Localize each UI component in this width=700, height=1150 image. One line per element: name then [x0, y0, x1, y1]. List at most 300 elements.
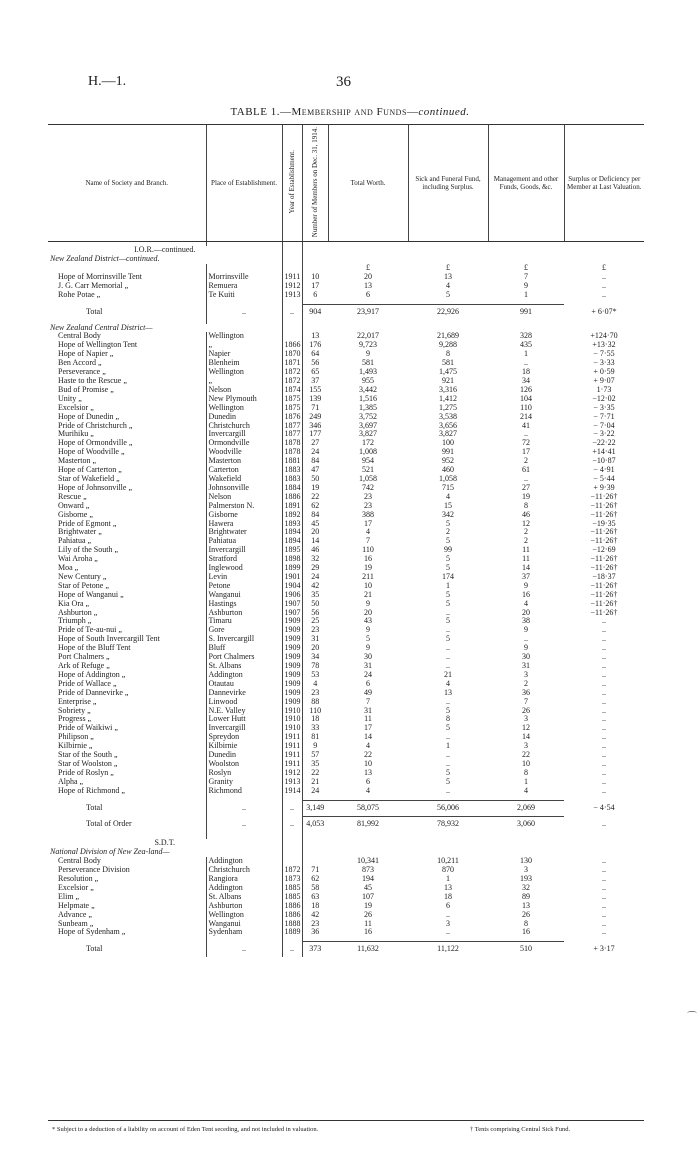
- cell-place: St. Albans: [206, 893, 282, 902]
- cell-year: 1913: [282, 778, 302, 787]
- cell-year: 1910: [282, 724, 302, 733]
- col-header-worth: Total Worth.: [328, 125, 408, 242]
- cell-surplus: ..: [602, 653, 606, 662]
- section-nz-central-district: [48, 324, 644, 333]
- table-row: [48, 493, 644, 502]
- cell-members: 6: [302, 291, 328, 300]
- cell-name: Brightwater „: [58, 528, 102, 537]
- cell-place: Lower Hutt: [206, 715, 282, 724]
- cell-surplus: ..: [602, 777, 606, 786]
- cell-name: Bud of Promise „: [58, 385, 114, 394]
- cell-surplus: ..: [602, 670, 606, 679]
- cell-surplus: −18·37: [592, 572, 616, 581]
- page-number: 36: [336, 74, 351, 90]
- cell-mgmt: 72: [522, 439, 530, 448]
- cell-mgmt: 14: [522, 564, 530, 573]
- cell-mgmt: 328: [520, 332, 532, 341]
- cell-year: 1878: [282, 448, 302, 457]
- cell-sick: 8: [446, 715, 450, 724]
- cell-place: „: [206, 377, 282, 386]
- cell-surplus: − 3·35: [593, 403, 615, 412]
- cell-members: 58: [302, 884, 328, 893]
- cell-mgmt: 130: [520, 857, 532, 866]
- cell-sick: ..: [446, 733, 450, 742]
- cell-members: 53: [302, 671, 328, 680]
- cell-mgmt: 46: [522, 510, 530, 519]
- table-row: [48, 715, 644, 724]
- cell-mgmt: 2: [524, 679, 528, 688]
- cell-place: Sydenham: [206, 928, 282, 937]
- document-code: H.—1.: [88, 74, 127, 89]
- section-nz-district: [48, 255, 644, 264]
- cell-members: 27: [302, 439, 328, 448]
- cell-name: Masterton „: [58, 457, 96, 466]
- cell-sick: 11,122: [408, 942, 488, 957]
- cell-sick: £: [446, 264, 450, 273]
- cell-mgmt: 18: [522, 368, 530, 377]
- cell-place: Addington: [206, 884, 282, 893]
- cell-place: Woolston: [206, 760, 282, 769]
- cell-mgmt: 3,060: [488, 816, 564, 831]
- table-row: [48, 359, 644, 368]
- cell-surplus: ..: [602, 768, 606, 777]
- cell-name: Rescue „: [58, 492, 87, 501]
- cell-surplus: +13·32: [592, 341, 616, 350]
- cell-year: 1910: [282, 707, 302, 716]
- cell-members: 25: [302, 617, 328, 626]
- cell-mgmt: ..: [524, 430, 528, 439]
- section-ior-label: I.O.R.—continued.: [134, 246, 196, 255]
- cell-surplus: ..: [602, 272, 606, 281]
- cell-year: [282, 857, 302, 866]
- cell-sick: 78,932: [408, 816, 488, 831]
- cell-place: Petone: [206, 582, 282, 591]
- cell-year: 1899: [282, 564, 302, 573]
- table-row: [48, 875, 644, 884]
- cell-mgmt: 30: [522, 653, 530, 662]
- cell-surplus: −11·26†: [590, 501, 618, 510]
- cell-place: Stratford: [206, 555, 282, 564]
- cell-worth: 3,827: [359, 430, 377, 439]
- table-row: [48, 635, 644, 644]
- cell-year: 1883: [282, 475, 302, 484]
- table-row: [48, 564, 644, 573]
- cell-mgmt: 8: [524, 501, 528, 510]
- cell-year: 1885: [282, 884, 302, 893]
- cell-mgmt: 2,069: [488, 800, 564, 816]
- cell-surplus: + 3·17: [593, 944, 615, 954]
- cell-members: 47: [302, 466, 328, 475]
- cell-year: 1911: [282, 273, 302, 282]
- cell-surplus: −11·26†: [590, 581, 618, 590]
- cell-sick: 21: [444, 670, 452, 679]
- cell-name: Central Body: [58, 857, 101, 866]
- cell-place: Wellington: [206, 404, 282, 413]
- cell-worth: 172: [362, 439, 374, 448]
- cell-members: 78: [302, 662, 328, 671]
- cell-name: Star of Wakefield „: [58, 474, 120, 483]
- cell-worth: 17: [364, 519, 372, 528]
- cell-place: Blenheim: [206, 359, 282, 368]
- section-national-division: [48, 848, 644, 857]
- cell-worth: 9,723: [359, 341, 377, 350]
- section-sdt-label: S.D.T.: [154, 839, 176, 848]
- cell-surplus: −11·26†: [590, 599, 618, 608]
- cell-year: 1909: [282, 644, 302, 653]
- cell-worth: 24: [364, 670, 372, 679]
- cell-year: 1901: [282, 573, 302, 582]
- footnote-rule: [48, 1120, 644, 1121]
- cell-name: Hope of Richmond „: [58, 786, 125, 795]
- cell-place: Ashburton: [206, 609, 282, 618]
- cell-mgmt: ..: [524, 474, 528, 483]
- cell-name: Moa „: [58, 564, 79, 573]
- cell-year: 1877: [282, 422, 302, 431]
- cell-place: Carterton: [206, 466, 282, 475]
- cell-surplus: ..: [602, 662, 606, 671]
- table-row: [48, 884, 644, 893]
- cell-name: Resolution „: [58, 875, 99, 884]
- footnote-dagger: † Tents comprising Central Sick Fund.: [470, 1126, 571, 1133]
- cell-name: Star of the South „: [58, 751, 118, 760]
- cell-members: 20: [302, 644, 328, 653]
- cell-worth: 11: [364, 715, 372, 724]
- cell-worth: 31: [364, 706, 372, 715]
- cell-sick: ..: [446, 751, 450, 760]
- cell-members: 23: [302, 689, 328, 698]
- cell-sick: 13: [444, 272, 452, 281]
- cell-name: Hope of Johnsonville „: [58, 483, 132, 492]
- cell-surplus: ..: [602, 919, 606, 928]
- cell-members: 88: [302, 698, 328, 707]
- cell-year: 1898: [282, 555, 302, 564]
- cell-place: Dunedin: [206, 413, 282, 422]
- cell-worth: 9: [366, 599, 370, 608]
- cell-worth: 23: [364, 501, 372, 510]
- cell-surplus: ..: [602, 928, 606, 937]
- cell-place: Pahiatua: [206, 537, 282, 546]
- cell-surplus: −11·26†: [590, 492, 618, 501]
- cell-year: ..: [282, 942, 302, 957]
- cell-place: ..: [206, 304, 282, 319]
- cell-place: Nelson: [206, 386, 282, 395]
- cell-mgmt: 3: [524, 670, 528, 679]
- cell-place: Timaru: [206, 617, 282, 626]
- section-nz-central-district-label: New Zealand Central District—: [50, 323, 153, 332]
- cell-members: 110: [302, 707, 328, 716]
- cell-surplus: ..: [602, 281, 606, 290]
- col-header-name: Name of Society and Branch.: [48, 125, 206, 242]
- cell-sick: 5: [446, 768, 450, 777]
- cell-sick: 3,656: [439, 421, 457, 430]
- cell-worth: 22: [364, 751, 372, 760]
- cell-members: 23: [302, 626, 328, 635]
- cell-year: [282, 264, 302, 273]
- cell-worth: 110: [362, 546, 374, 555]
- cell-year: 1874: [282, 386, 302, 395]
- cell-surplus: ..: [602, 635, 606, 644]
- cell-year: 1878: [282, 439, 302, 448]
- cell-year: 1911: [282, 733, 302, 742]
- cell-name: Kilbirnie „: [58, 742, 93, 751]
- cell-worth: 16: [364, 928, 372, 937]
- cell-mgmt: 2: [524, 537, 528, 546]
- table-row: [48, 291, 644, 300]
- cell-worth: 45: [364, 883, 372, 892]
- cell-name: Port Chalmers „: [58, 653, 110, 662]
- cell-year: 1873: [282, 875, 302, 884]
- cell-worth: 13: [364, 281, 372, 290]
- cell-members: 249: [302, 413, 328, 422]
- table-row: [48, 609, 644, 618]
- cell-members: 65: [302, 368, 328, 377]
- cell-year: 1909: [282, 626, 302, 635]
- cell-sick: 21,689: [437, 332, 459, 341]
- table-row: [48, 466, 644, 475]
- table-row: [48, 332, 644, 341]
- cell-name: [48, 831, 206, 839]
- cell-mgmt: 9: [524, 581, 528, 590]
- cell-name: Total: [86, 306, 103, 316]
- cell-surplus: ..: [602, 751, 606, 760]
- table-row: [48, 582, 644, 591]
- cell-name: Total: [86, 803, 103, 813]
- cell-year: 1911: [282, 751, 302, 760]
- cell-name: Sobriety „: [58, 706, 91, 715]
- cell-year: 1912: [282, 769, 302, 778]
- cell-worth: 107: [362, 892, 374, 901]
- cell-year: 1912: [282, 282, 302, 291]
- cell-members: 56: [302, 609, 328, 618]
- cell-worth: 388: [362, 510, 374, 519]
- section-national-division-label: National Division of New Zea-land—: [50, 848, 170, 857]
- cell-mgmt: 36: [522, 688, 530, 697]
- cell-name: Pride of Wallace „: [58, 679, 117, 688]
- cell-place: Remuera: [206, 282, 282, 291]
- cell-year: 1870: [282, 350, 302, 359]
- cell-name: Pride of Waikiwi „: [58, 724, 118, 733]
- cell-surplus: ..: [602, 626, 606, 635]
- cell-sick: 99: [444, 546, 452, 555]
- cell-worth: 7: [366, 697, 370, 706]
- cell-worth: 10: [364, 759, 372, 768]
- unit-row: [48, 264, 644, 273]
- cell-place: Kilbirnie: [206, 742, 282, 751]
- cell-name: Pride of Te-au-nui „: [58, 626, 122, 635]
- cell-members: 19: [302, 484, 328, 493]
- cell-members: 34: [302, 653, 328, 662]
- cell-name: Hope of Ormondville „: [58, 439, 133, 448]
- table-row: [48, 662, 644, 671]
- cell-sick: 5: [446, 617, 450, 626]
- cell-name: Hope of Dunedin „: [58, 412, 120, 421]
- cell-sick: 1: [446, 742, 450, 751]
- cell-mgmt: 61: [522, 466, 530, 475]
- cell-members: 22: [302, 493, 328, 502]
- cell-year: 1886: [282, 911, 302, 920]
- cell-surplus: ..: [602, 892, 606, 901]
- cell-worth: 31: [364, 662, 372, 671]
- cell-place: Invercargill: [206, 724, 282, 733]
- cell-mgmt: 27: [522, 483, 530, 492]
- cell-surplus: − 7·04: [593, 421, 615, 430]
- cell-members: 84: [302, 511, 328, 520]
- cell-sick: ..: [446, 608, 450, 617]
- cell-worth: 26: [364, 910, 372, 919]
- cell-sick: 991: [442, 448, 454, 457]
- cell-members: [302, 264, 328, 273]
- cell-members: 155: [302, 386, 328, 395]
- cell-year: 1866: [282, 341, 302, 350]
- cell-worth: 954: [362, 457, 374, 466]
- cell-name: Helpmate „: [58, 901, 95, 910]
- table-row: [48, 546, 644, 555]
- title-suffix: continued.: [418, 106, 470, 118]
- table-row: [48, 787, 644, 796]
- cell-place: Linwood: [206, 698, 282, 707]
- cell-name: New Century „: [58, 572, 107, 581]
- cell-surplus: ..: [602, 679, 606, 688]
- cell-place: ..: [206, 816, 282, 831]
- cell-place: St. Albans: [206, 662, 282, 671]
- cell-sick: 4: [446, 281, 450, 290]
- cell-sick: 1,412: [439, 394, 457, 403]
- cell-surplus: ..: [602, 866, 606, 875]
- cell-name: Gisborne „: [58, 510, 93, 519]
- cell-sick: 5: [446, 635, 450, 644]
- cell-year: 1909: [282, 698, 302, 707]
- cell-name: [48, 264, 206, 273]
- cell-worth: 581: [362, 359, 374, 368]
- cell-sick: [408, 831, 488, 839]
- cell-mgmt: 2: [524, 528, 528, 537]
- cell-members: 24: [302, 573, 328, 582]
- cell-members: 57: [302, 751, 328, 760]
- cell-place: Wakefield: [206, 475, 282, 484]
- cell-members: 13: [302, 332, 328, 341]
- cell-mgmt: 89: [522, 892, 530, 901]
- cell-year: ..: [282, 816, 302, 831]
- cell-name: Sunbeam „: [58, 919, 94, 928]
- cell-surplus: + 9·07: [593, 377, 615, 386]
- cell-surplus: ..: [602, 759, 606, 768]
- cell-members: 139: [302, 395, 328, 404]
- cell-sick: 1,475: [439, 368, 457, 377]
- cell-sick: 5: [446, 555, 450, 564]
- cell-members: 56: [302, 359, 328, 368]
- table-row: [48, 395, 644, 404]
- cell-place: [206, 264, 282, 273]
- cell-surplus: ..: [602, 697, 606, 706]
- cell-worth: 3,442: [359, 385, 377, 394]
- cell-sick: 56,006: [408, 800, 488, 816]
- cell-mgmt: 32: [522, 883, 530, 892]
- cell-year: 1886: [282, 493, 302, 502]
- cell-mgmt: 2: [524, 457, 528, 466]
- cell-place: Addington: [206, 671, 282, 680]
- cell-name: Ben Accord „: [58, 359, 102, 368]
- cell-mgmt: ..: [524, 635, 528, 644]
- col-header-members: Number of Members on Dec. 31, 1914.: [302, 125, 328, 242]
- cell-mgmt: 22: [522, 751, 530, 760]
- cell-sick: 5: [446, 564, 450, 573]
- cell-mgmt: £: [524, 264, 528, 273]
- cell-mgmt: 17: [522, 448, 530, 457]
- section-sdt: [48, 839, 644, 848]
- cell-year: 1914: [282, 787, 302, 796]
- cell-year: 1884: [282, 484, 302, 493]
- table-row: [48, 404, 644, 413]
- cell-name: Unity „: [58, 394, 82, 403]
- cell-mgmt: 13: [522, 901, 530, 910]
- cell-name: Pride of Christchurch „: [58, 421, 133, 430]
- cell-name: Wai Aroha „: [58, 555, 98, 564]
- cell-year: 1892: [282, 511, 302, 520]
- cell-place: Granity: [206, 778, 282, 787]
- cell-place: ..: [206, 800, 282, 816]
- total-row-central-district: [48, 800, 644, 816]
- table-row: [48, 644, 644, 653]
- cell-surplus: ..: [602, 742, 606, 751]
- cell-surplus: +14·41: [592, 448, 616, 457]
- cell-members: [302, 857, 328, 866]
- cell-sick: 1,058: [439, 474, 457, 483]
- cell-worth: 4: [366, 786, 370, 795]
- cell-sick: 5: [446, 777, 450, 786]
- cell-name: Pahiatua „: [58, 537, 92, 546]
- cell-members: 42: [302, 582, 328, 591]
- table-row: [48, 866, 644, 875]
- cell-year: 1877: [282, 430, 302, 439]
- cell-worth: [328, 831, 408, 839]
- table-row: [48, 520, 644, 529]
- cell-surplus: − 7·71: [593, 412, 615, 421]
- cell-members: 37: [302, 377, 328, 386]
- cell-year: ..: [282, 304, 302, 319]
- cell-name: Perseverance „: [58, 368, 106, 377]
- cell-worth: 11,632: [328, 942, 408, 957]
- table-row: [48, 341, 644, 350]
- table-row: [48, 769, 644, 778]
- cell-year: 1909: [282, 653, 302, 662]
- cell-mgmt: 38: [522, 617, 530, 626]
- cell-worth: 22,017: [357, 332, 379, 341]
- cell-sick: ..: [446, 786, 450, 795]
- cell-place: Nelson: [206, 493, 282, 502]
- cell-name: Hope of Carterton „: [58, 466, 122, 475]
- cell-place: Brightwater: [206, 528, 282, 537]
- cell-sick: 342: [442, 510, 454, 519]
- cell-name: Hope of Woodville „: [58, 448, 125, 457]
- cell-year: 1909: [282, 617, 302, 626]
- cell-sick: ..: [446, 697, 450, 706]
- cell-members: 63: [302, 893, 328, 902]
- col-header-management: Management and other Funds, Goods, &c.: [488, 125, 564, 242]
- table-row: [48, 282, 644, 291]
- cell-worth: 19: [364, 901, 372, 910]
- cell-mgmt: 991: [488, 304, 564, 319]
- header-row: [48, 125, 644, 242]
- cell-worth: 9: [366, 626, 370, 635]
- table-row: [48, 920, 644, 929]
- cell-sick: 4: [446, 492, 450, 501]
- cell-surplus: ..: [602, 818, 606, 828]
- cell-worth: 17: [364, 724, 372, 733]
- cell-sick: 870: [442, 866, 454, 875]
- cell-place: ..: [206, 942, 282, 957]
- table-row: [48, 857, 644, 866]
- cell-name: Progress „: [58, 715, 92, 724]
